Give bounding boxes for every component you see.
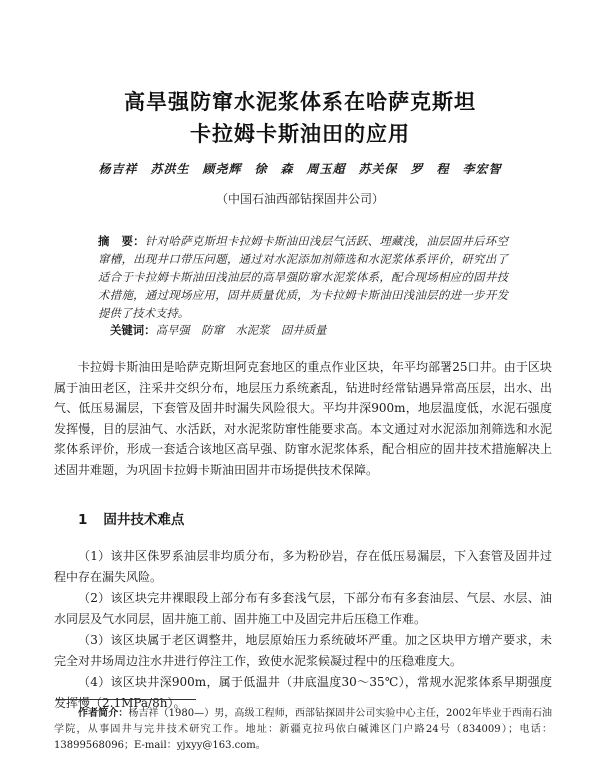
- section-number: 1: [78, 512, 88, 528]
- keywords-label: 关键词：: [110, 323, 156, 337]
- paper-title-line-1: 高旱强防窜水泥浆体系在哈萨克斯坦: [124, 90, 476, 114]
- footnote-text: 杨吉祥（1980—）男，高级工程师，西部钻探固井公司实验中心主任，2002年毕业于西南石油学院，从事固井与完井技术研究工作。地址：新疆克拉玛依白碱滩区门户路24号（834009）；电话：13899568096；E-mail：yjxyy@163.com。: [54, 708, 552, 751]
- keywords: [110, 322, 510, 338]
- keywords-text: 高早强 防窜 水泥浆 固井质量: [155, 323, 327, 337]
- paper-title-line-2: 卡拉姆卡斯油田的应用: [190, 122, 410, 146]
- author-footnote: [54, 706, 552, 754]
- abstract-text: 针对哈萨克斯坦卡拉姆卡斯油田浅层气活跃、埋藏浅，油层固井后环空窜槽，出现井口带压问题，通过对水泥添加剂筛选和水泥浆体系评价，研究出了适合于卡拉姆卡斯油田浅油层的高旱强防窜水泥浆体系，配合现场相应的固井技术措施，通过现场应用，固井质量优质，为卡拉姆卡斯油田浅油层的进一步开发提供了技术支持。: [98, 234, 508, 320]
- abstract: [98, 232, 508, 322]
- affiliation: （中国石油西部钻探固井公司）: [215, 192, 384, 206]
- list-item: （2）该区块完井裸眼段上部分布有多套浅气层，下部分布有多套油层、气层、水层、油水同层及气水同层，固井施工前、固井施工中及固完井后压稳工作难。: [54, 591, 552, 626]
- difficulty-list: [54, 546, 552, 714]
- intro-paragraph: 卡拉姆卡斯油田是哈萨克斯坦阿克套地区的重点作业区块，年平均部署25口井。由于区块属于油田老区，注采井交织分布，地层压力系统紊乱，钻进时经常钻遇异常高压层，出水、出气、低压易漏层，下套管及固井时漏失风险很大。平均井深900m，地层温度低，水泥石强度发挥慢，目的层油气、水活跃，对水泥浆防窜性能要求高。本文通过对水泥添加剂筛选和水泥浆体系评价，形成一套适合该地区高早强、防窜水泥浆体系，配合相应的固井技术措施解决上述固井难题，为巩固卡拉姆卡斯油田固井市场提供技术保障。: [54, 360, 552, 477]
- footnote-divider: [56, 699, 196, 700]
- section-heading: [78, 508, 184, 528]
- abstract-label: 摘 要：: [98, 234, 145, 248]
- section-title: 固井技术难点: [103, 512, 185, 528]
- list-item: （3）该区块属于老区调整井，地层原始压力系统破坏严重。加之区块甲方增产要求，未完全对井场周边注水井进行停注工作，致使水泥浆候凝过程中的压稳难度大。: [54, 633, 552, 668]
- list-item: （4）该区块井深900m，属于低温井（井底温度30～35℃），常规水泥浆体系早期强度发挥慢（2.1MPa/8h）。: [54, 675, 552, 710]
- author-list: 杨吉祥 苏洪生 顾尧辉 徐 森 周玉超 苏关保 罗 程 李宏智: [98, 162, 502, 176]
- list-item: （1）该井区侏罗系油层非均质分布，多为粉砂岩，存在低压易漏层，下入套管及固井过程中存在漏失风险。: [54, 549, 552, 584]
- footnote-label: 作者简介：: [78, 708, 129, 719]
